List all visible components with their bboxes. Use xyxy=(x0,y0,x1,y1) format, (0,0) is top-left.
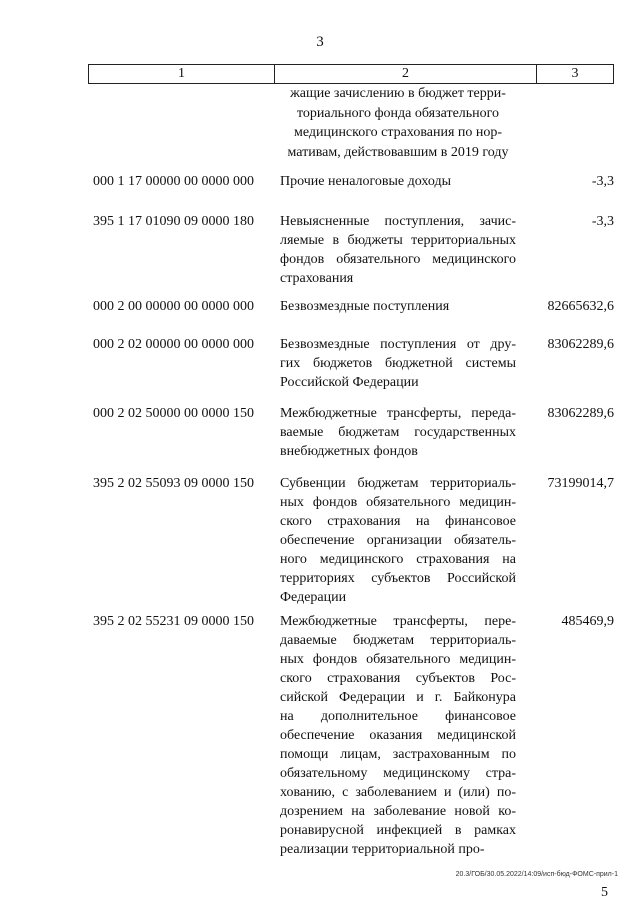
description-line: ных фондов обязательного медицин- xyxy=(280,652,516,667)
description-line: Безвозмездные поступления xyxy=(280,299,450,314)
income-description xyxy=(280,212,516,288)
continued-line: медицинского страхования по нор- xyxy=(293,125,503,140)
amount-value: 83062289,6 xyxy=(547,337,614,352)
income-description xyxy=(280,297,516,316)
description-line: Безвозмездные поступления от дру- xyxy=(280,337,516,352)
budget-code: 395 1 17 01090 09 0000 180 xyxy=(93,214,254,229)
description-line: территориях субъектов Российской xyxy=(280,571,516,586)
page-number-bottom: 5 xyxy=(601,885,608,900)
continued-line: мативам, действовавшим в 2019 году xyxy=(287,144,509,160)
amount-value: 82665632,6 xyxy=(547,299,614,314)
budget-code: 000 2 02 00000 00 0000 000 xyxy=(93,337,254,352)
description-line: Межбюджетные трансферты, переда- xyxy=(280,406,516,421)
description-line: даваемые бюджетам территориаль- xyxy=(280,633,516,648)
continued-line: ториального фонда обязательного xyxy=(296,105,500,121)
budget-code: 000 1 17 00000 00 0000 000 xyxy=(93,174,254,189)
page-number-top: 3 xyxy=(316,34,324,50)
income-description xyxy=(280,404,516,461)
description-line: обеспечение организации обязатель- xyxy=(280,533,516,548)
header-col-3: 3 xyxy=(571,66,579,81)
description-line: ных фондов обязательного медицин- xyxy=(280,495,516,510)
income-description xyxy=(280,172,516,191)
footer-reference: 20.3/ГОБ/30.05.2022/14:09/исп-бюд-ФОМС-прил-1 xyxy=(455,871,618,878)
budget-code: 000 2 02 50000 00 0000 150 xyxy=(93,406,254,421)
budget-code: 395 2 02 55231 09 0000 150 xyxy=(93,614,254,629)
description-line: хованию, с заболеванием и (или) по- xyxy=(280,785,516,800)
description-line: на дополнительное финансовое xyxy=(280,709,516,724)
budget-code: 000 2 00 00000 00 0000 000 xyxy=(93,299,254,314)
continued-description xyxy=(270,84,526,162)
description-line: Федерации xyxy=(280,590,347,605)
budget-code: 395 2 02 55093 09 0000 150 xyxy=(93,476,254,491)
header-col-2: 2 xyxy=(275,65,537,83)
income-description xyxy=(280,612,516,859)
description-line: сийской Федерации и г. Байконура xyxy=(280,690,516,705)
continued-line: жащие зачислению в бюджет терри- xyxy=(290,86,506,101)
description-line: фондов обязательного медицинского xyxy=(280,252,516,267)
description-line: ляемые в бюджеты территориальных xyxy=(280,233,516,248)
description-line: ваемые бюджетам государственных xyxy=(280,425,516,440)
description-line: ного медицинского страхования на xyxy=(280,552,516,567)
description-line: Межбюджетные трансферты, пере- xyxy=(280,614,516,629)
description-line: реализации территориальной про- xyxy=(280,842,485,857)
description-line: обязательному медицинскому стра- xyxy=(280,766,516,781)
income-description xyxy=(280,474,516,607)
amount-value: 83062289,6 xyxy=(547,406,614,421)
description-line: ского страхования на финансовое xyxy=(280,514,516,529)
description-line: дозрением на заболевание новой ко- xyxy=(280,804,516,819)
description-line: гих бюджетов бюджетной системы xyxy=(280,356,516,371)
income-description xyxy=(280,335,516,392)
amount-value: 485469,9 xyxy=(561,614,614,629)
description-line: помощи лицам, застрахованным по xyxy=(280,747,516,762)
description-line: ронавирусной инфекцией в рамках xyxy=(280,823,516,838)
description-line: страхования xyxy=(280,271,354,286)
header-col-1: 1 xyxy=(89,65,275,83)
description-line: Российской Федерации xyxy=(280,375,419,390)
description-line: ского страхования субъектов Рос- xyxy=(280,671,516,686)
description-line: внебюджетных фондов xyxy=(280,444,418,459)
description-line: Прочие неналоговые доходы xyxy=(280,174,452,189)
amount-value: 73199014,7 xyxy=(547,476,614,491)
amount-value: -3,3 xyxy=(591,174,614,189)
description-line: Невыясненные поступления, зачис- xyxy=(280,214,516,229)
description-line: Субвенции бюджетам территориаль- xyxy=(280,476,516,491)
table-header xyxy=(88,64,614,84)
amount-value: -3,3 xyxy=(591,214,614,229)
description-line: обеспечение оказания медицинской xyxy=(280,728,516,743)
